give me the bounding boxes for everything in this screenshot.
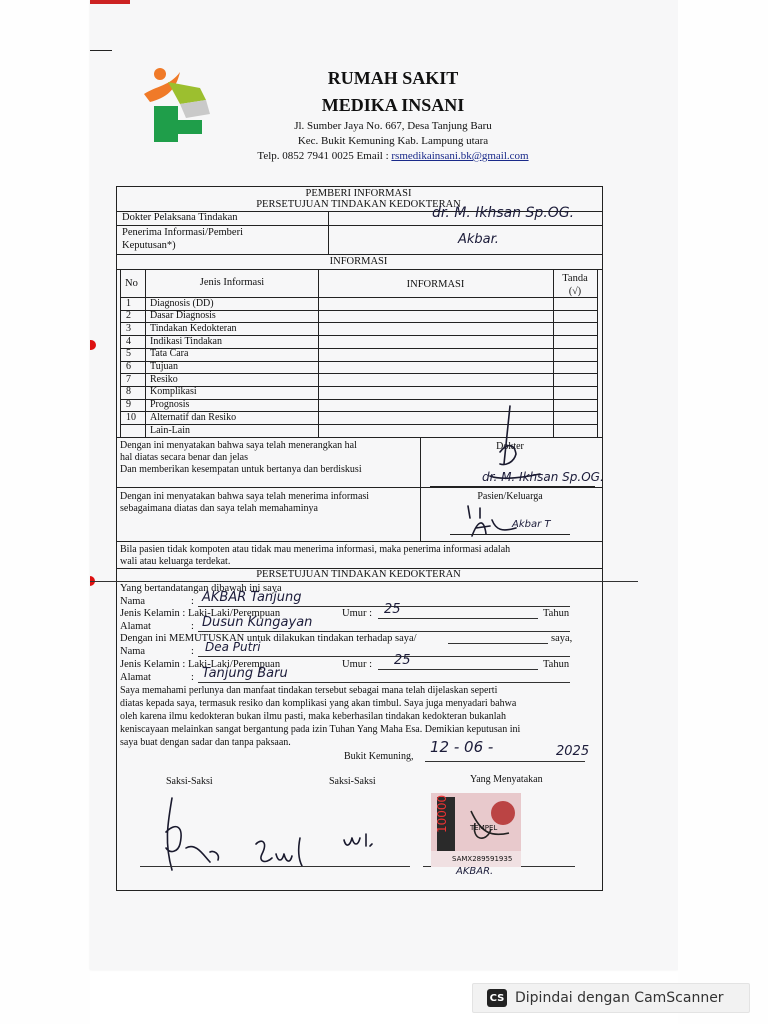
patient-declaration-2: sebagaimana diatas dan saya telah memahaminya (120, 503, 318, 514)
nama-value: AKBAR Tanjung (202, 590, 302, 605)
alamat2-label: Alamat (120, 672, 151, 683)
info-row-jenis: Tujuan (150, 361, 178, 372)
info-row-number: 9 (126, 399, 131, 411)
consent-title: PERSETUJUAN TINDAKAN KEDOKTERAN (256, 569, 461, 580)
info-row-number: 1 (126, 297, 131, 309)
alamat-label: Alamat (120, 621, 151, 632)
year-value: 2025 (556, 744, 590, 759)
col-informasi-header: INFORMASI (406, 279, 465, 290)
alamat2-line (198, 682, 570, 683)
col-tanda-header: Tanda (562, 273, 588, 284)
jenis-kelamin2-label: Jenis Kelamin : Laki-Laki/Perempuan (120, 659, 281, 670)
info-row-rule (120, 399, 597, 400)
camscanner-watermark (472, 983, 750, 1013)
sign-line (450, 534, 570, 535)
consent-paragraph-3: oleh karena ilmu kedokteran bukan ilmu pasti, maka keberhasilan tindakan kedokteran bukanlah (120, 711, 506, 722)
doctor-label: Dokter (496, 441, 524, 452)
penerima-value: Akbar. (458, 232, 499, 247)
colon: : (191, 646, 194, 657)
doctor-declaration-1: Dengan ini menyatakan bahwa saya telah menerangkan hal (120, 440, 357, 451)
rule (116, 254, 603, 255)
alamat2-value: Tanjung Baru (202, 666, 288, 681)
edge-rule (90, 50, 112, 51)
competency-note-1: Bila pasien tidak kompoten atau tidak mau menerima informasi, maka penerima informasi adalah (120, 544, 511, 555)
alamat-line (198, 631, 570, 632)
doctor-declaration-3: Dan memberikan kesempatan untuk bertanya dan berdiskusi (120, 464, 362, 475)
rule (116, 541, 603, 542)
info-row-number: 2 (126, 310, 131, 322)
declarant-name: AKBAR. (456, 866, 494, 877)
info-row-number: 3 (126, 322, 131, 334)
camscanner-text: Dipindai dengan CamScanner (515, 990, 724, 1006)
place-label: Bukit Kemuning, (344, 751, 414, 762)
umur2-label: Umur : (342, 659, 373, 670)
info-row-jenis: Tindakan Kedokteran (150, 322, 237, 334)
info-row-rule (120, 373, 597, 374)
rule (116, 225, 603, 226)
doctor-sign-name: dr. M. Ikhsan Sp.OG. (482, 470, 604, 484)
info-row-jenis: Indikasi Tindakan (150, 335, 222, 347)
info-row-number: 8 (126, 386, 131, 398)
informasi-title: INFORMASI (329, 256, 388, 267)
info-row-number: 4 (126, 335, 131, 347)
info-row-jenis: Prognosis (150, 399, 190, 411)
info-row-jenis: Diagnosis (DD) (150, 297, 214, 309)
date-line (425, 761, 585, 762)
scan-edge-mark (90, 0, 130, 4)
hospital-address-line1: Jl. Sumber Jaya No. 667, Desa Tanjung Baru (294, 120, 492, 132)
patient-declaration-1: Dengan ini menyatakan bahwa saya telah menerima informasi (120, 491, 370, 502)
hospital-email-link[interactable]: rsmedikainsani.bk@gmail.com (391, 150, 529, 162)
rule (90, 581, 638, 582)
alamat-value: Dusun Kungayan (202, 615, 313, 630)
col-tanda-check: (√) (568, 286, 582, 297)
dokter-pelaksana-label: Dokter Pelaksana Tindakan (122, 212, 238, 223)
info-row-jenis: Tata Cara (150, 348, 189, 360)
colon: : (191, 596, 194, 607)
info-row-rule (120, 361, 597, 362)
umur-value: 25 (384, 602, 401, 617)
stamp-code: SAMX289591935 (452, 855, 513, 863)
patient-label: Pasien/Keluarga (477, 491, 543, 502)
doctor-declaration-2: hal diatas secara benar dan jelas (120, 452, 248, 463)
dokter-pelaksana-value: dr. M. Ikhsan Sp.OG. (432, 205, 575, 221)
nama2-value: Dea Putri (205, 640, 261, 654)
menyatakan-label: Yang Menyatakan (470, 774, 543, 785)
info-row-jenis: Lain-Lain (150, 424, 190, 436)
umur-label: Umur : (342, 608, 373, 619)
jenis-kelamin-label: Jenis Kelamin : Laki-Laki/Perempuan (120, 608, 281, 619)
scan-background-left (0, 0, 90, 1024)
witness-sign-line (140, 866, 410, 867)
info-row-jenis: Resiko (150, 373, 178, 385)
info-row-number: 6 (126, 361, 131, 372)
consent-paragraph-4: keniscayaan melainkan sangat bergantung pada izin Tuhan Yang Maha Esa. Demikian keputusan ini (120, 724, 521, 735)
info-row-number: 10 (126, 411, 136, 423)
colon: : (191, 672, 194, 683)
tahun-label: Tahun (543, 608, 570, 619)
scan-background-right (678, 0, 768, 1024)
decide-suffix: saya, (551, 633, 573, 644)
umur2-value: 25 (394, 653, 411, 668)
hospital-name-line2: MEDIKA INSANI (321, 95, 465, 115)
nama2-line (198, 656, 570, 657)
info-row-jenis: Komplikasi (150, 386, 197, 398)
rule (597, 269, 598, 437)
umur-line (378, 618, 538, 619)
witness3-signature (340, 830, 380, 854)
witness1-signature (150, 792, 240, 882)
col-no-header: No (125, 278, 138, 289)
decide-text: Dengan ini MEMUTUSKAN untuk dilakukan tindakan terhadap saya/ (120, 633, 417, 644)
nama-label: Nama (120, 596, 146, 607)
info-row-number: 5 (126, 348, 131, 360)
stamp-word: TEMPEL (470, 824, 498, 832)
section1-title-line1: PEMBERI INFORMASI (305, 188, 412, 199)
patient-sign-name: Akbar T (512, 519, 551, 530)
colon: : (191, 621, 194, 632)
penerima-label-2: Keputusan*) (122, 240, 176, 251)
competency-note-2: wali atau keluarga terdekat. (120, 556, 231, 567)
saksi1-label: Saksi-Saksi (166, 776, 213, 787)
hospital-contact (210, 150, 576, 162)
witness2-signature (252, 834, 312, 874)
consent-paragraph-2: diatas kepada saya, termasuk resiko dan komplikasi yang akan timbul. Saya juga menyadari bahwa (120, 698, 517, 709)
camscanner-logo-icon: CS (487, 989, 507, 1007)
consent-paragraph-1: Saya memahami perlunya dan manfaat tindakan tersebut sebagai mana telah dijelaskan seperti (120, 685, 498, 696)
info-row-rule (120, 348, 597, 349)
umur2-line (378, 669, 538, 670)
saksi2-label: Saksi-Saksi (329, 776, 376, 787)
section1-title-line2: PERSETUJUAN TINDAKAN KEDOKTERAN (256, 199, 461, 210)
hospital-name-line1: RUMAH SAKIT (327, 68, 459, 88)
hospital-address-line2: Kec. Bukit Kemuning Kab. Lampung utara (297, 135, 489, 147)
rule (328, 211, 329, 254)
consent-paragraph-5: saya buat dengan sadar dan tanpa paksaan. (120, 737, 291, 748)
col-jenis-header: Jenis Informasi (199, 277, 265, 288)
svg-text:10000: 10000 (435, 794, 449, 833)
consent-intro: Yang bertandatangan dibawah ini saya (120, 583, 282, 594)
date-value: 12 - 06 - (430, 738, 494, 756)
rule (116, 269, 603, 270)
info-row-jenis: Alternatif dan Resiko (150, 411, 237, 423)
nama2-label: Nama (120, 646, 146, 657)
info-row-jenis: Dasar Diagnosis (150, 310, 216, 322)
hospital-phone: Telp. 0852 7941 0025 Email : (257, 150, 392, 162)
rule (116, 487, 603, 488)
penerima-label-1: Penerima Informasi/Pemberi (122, 227, 244, 238)
decide-line (448, 643, 548, 644)
info-row-number: 7 (126, 373, 131, 385)
hospital-logo (140, 64, 216, 144)
tahun2-label: Tahun (543, 659, 570, 670)
